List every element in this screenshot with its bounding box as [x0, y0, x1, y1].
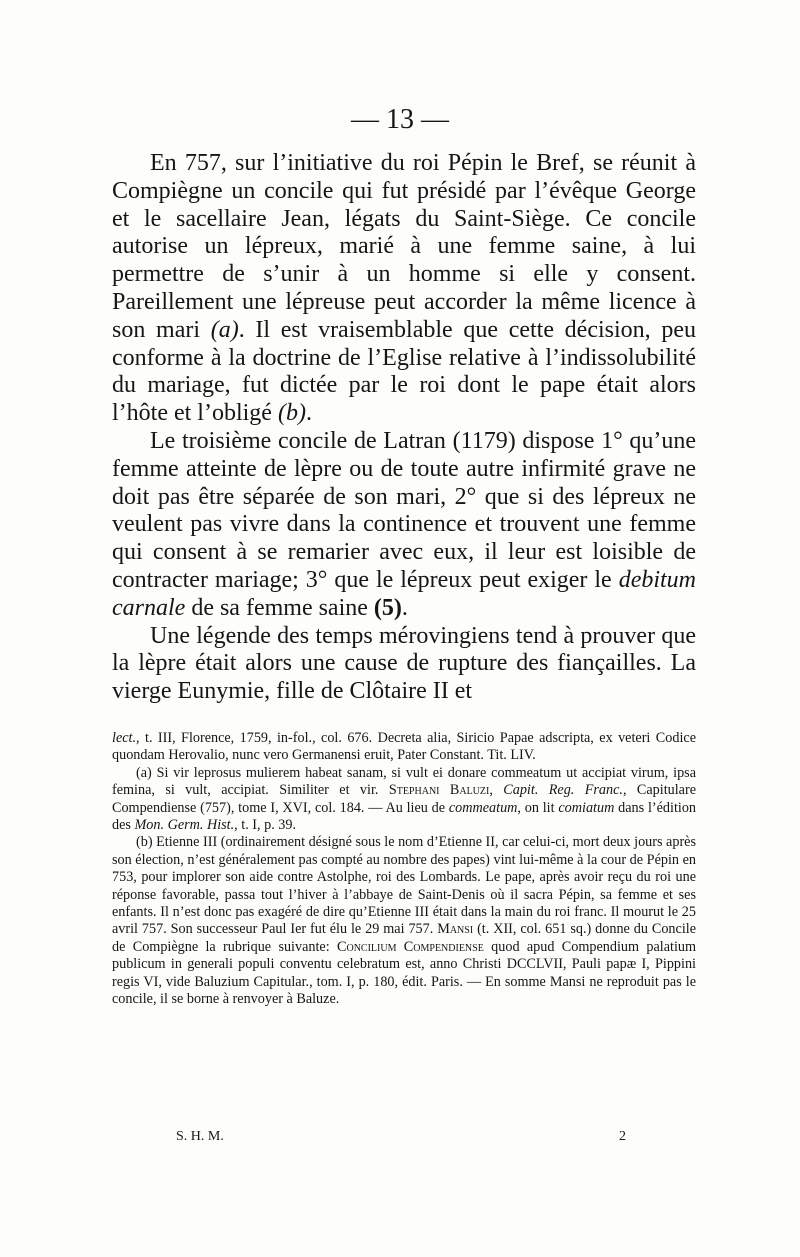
- latin-phrase: debitum carnale: [112, 566, 697, 621]
- note-ref-b: (b): [277, 400, 306, 427]
- footer-signature: S. H. M.: [176, 1129, 224, 1144]
- main-text: [112, 150, 696, 706]
- footnote-a: (a) Si vir leprosus mulierem habeat sanam, si vult ei donare commeatum ut accipiat virum, ipsa femina, si vult, accipiat. Similiter et vir. Stephani Baluzi, Capit. Reg. Franc., Capitulare Compendiense (757), tome I, XVI, col. 184. — Au lieu de commeatum, on lit comiatum dans l’édition des Mon. Germ. Hist., t. I, p. 39.: [112, 764, 697, 834]
- page-number: — 13 —: [351, 104, 449, 135]
- page-footer: [176, 1129, 626, 1145]
- footnote-b: (b) Etienne III (ordinairement désigné sous le nom d’Etienne II, car celui-ci, mort deux jours après son élection, n’est généralement pas compté au nombre des papes) vint lui-même à la cour de Pépin en 753, pour implorer son aide contre Astolphe, roi des Lombards. Le pape, après avoir reçu du roi une réponse favorable, passa tout l’hiver à l’abbaye de Saint-Denis où il sacra Pépin, sa femme et ses enfants. Il n’est donc pas exagéré de dire qu’Etienne III était dans la main du roi franc. Il mourut le 25 avril 757. Son successeur Paul Ier fut élu le 29 mai 757. Mansi (t. XII, col. 651 sq.) donne du Concile de Compiègne la rubrique suivante: Concilium Compendiense quod apud Compendium palatium publicum in generali populi conventu celebratum est, anno Christi DCCLVII, Pauli papæ I, Pippini regis VI, vide Baluzium Capitular., tom. I, p. 180, édit. Paris. — En somme Mansi ne reproduit pas le concile, il se borne à renvoyer à Baluze.: [112, 834, 697, 1008]
- paragraph-1: En 757, sur l’initiative du roi Pépin le Bref, se réunit à Compiègne un concile qui fut présidé par l’évêque George et le sacellaire Jean, légats du Saint-Siège. Ce concile autorise un lépreux, marié à une femme saine, à lui permettre de s’unir à un homme si elle y consent. Pareillement une lépreuse peut accorder la même licence à son mari (a). Il est vraisemblable que cette décision, peu conforme à la doctrine de l’Eglise relative à l’indissolubilité du mariage, fut dictée par le roi dont le pape était alors l’hôte et l’obligé (b).: [112, 150, 696, 427]
- footnotes: [112, 730, 696, 1009]
- paragraph-2: Le troisième concile de Latran (1179) dispose 1° qu’une femme atteinte de lèpre ou de toute autre infirmité grave ne doit pas être séparée de son mari, 2° que si des lépreux ne veulent pas vivre dans la continence et trouvent une femme qui consent à se remarier avec eux, il leur est loisible de contracter mariage; 3° que le lépreux peut exiger le debitum carnale de sa femme saine (5).: [112, 427, 697, 621]
- paragraph-3: Une légende des temps mérovingiens tend à prouver que la lèpre était alors une cause de rupture des fiançailles. La vierge Eunymie, fille de Clôtaire II et: [112, 622, 696, 705]
- note-ref-5: (5): [373, 594, 402, 621]
- note-ref-a: (a): [210, 316, 239, 343]
- footnote-continuation: lect., t. III, Florence, 1759, in-fol., col. 676. Decreta alia, Siricio Papae adscripta, ex veteri Codice quondam Herovalio, nunc vero Germanensi eruit, Pater Constant. Tit. LIV.: [112, 730, 696, 764]
- sheet-number: 2: [619, 1129, 626, 1144]
